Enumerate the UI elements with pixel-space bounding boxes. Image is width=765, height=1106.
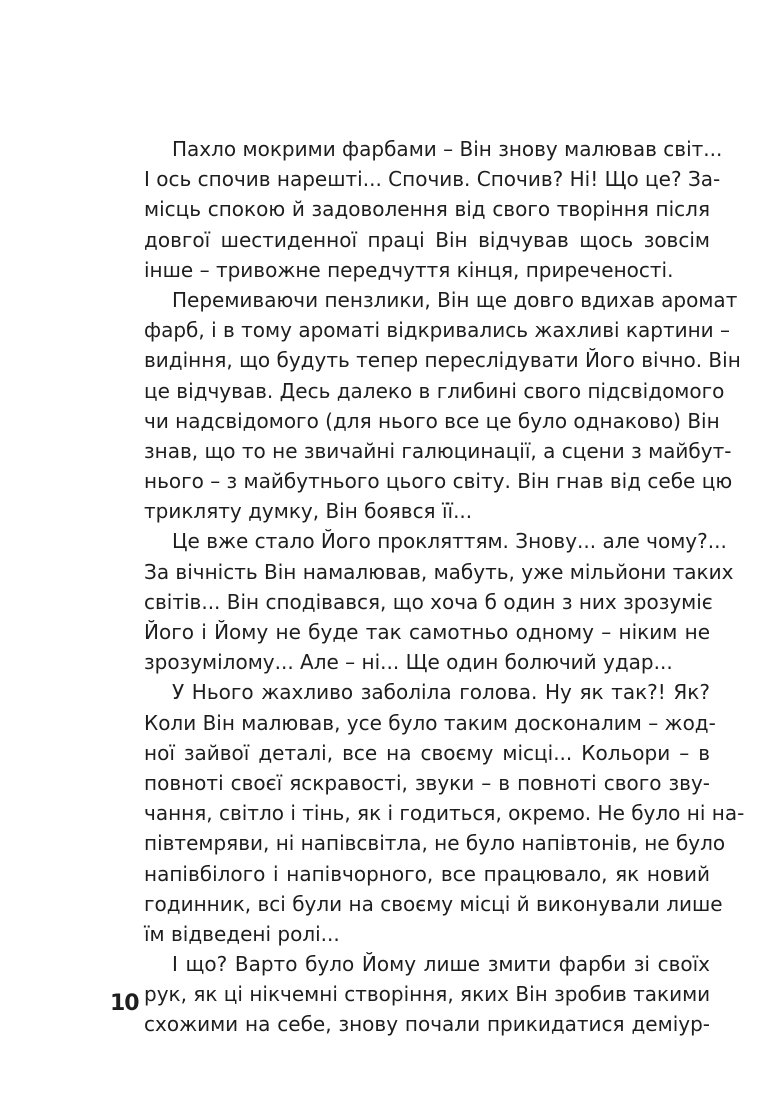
text-line: рук, як ці нікчемні створіння, яких Він зробив такими <box>144 982 711 1007</box>
text-line: це відчував. Десь далеко в глибині свого підсвідомого <box>144 378 725 403</box>
text-line: Перемиваючи пензлики, Він ще довго вдихав аромат <box>172 287 738 312</box>
text-line: І ось спочив нарешті... Спочив. Спочив? Ні! Що це? За- <box>144 167 721 192</box>
text-line: Коли Він малював, усе було таким досконалим – жод- <box>144 710 716 735</box>
text-line: півтемряви, ні напівсвітла, не було напівтонів, не було <box>144 831 726 856</box>
text-line: місць спокою й задоволення від свого творіння після <box>144 197 710 222</box>
text-line: нього – з майбутнього цього світу. Він гнав від себе цю <box>144 469 733 494</box>
text-line: Пахло мокрими фарбами – Він знову малював світ... <box>172 137 723 161</box>
text-line: їм відведені ролі... <box>144 921 340 946</box>
text-line: довгої шестиденної праці Він відчував щось зовсім <box>144 227 710 252</box>
text-line: схожими на себе, знову почали прикидатися деміур- <box>144 1012 710 1037</box>
text-line: фарб, і в тому ароматі відкривались жахливі картини – <box>144 318 731 343</box>
text-line: знав, що то не звичайні галюцинації, а сцени з майбут- <box>144 438 732 463</box>
text-line: чи надсвідомого (для нього все це було однаково) Він <box>144 408 720 433</box>
text-line: У Нього жахливо заболіла голова. Ну як так?! Як? <box>172 680 710 705</box>
text-line: годинник, всі були на своєму місці й виконували лише <box>144 891 723 916</box>
text-line: ної зайвої деталі, все на своєму місці... Кольори – в <box>144 740 710 765</box>
text-line: повноті своєї яскравості, звуки – в повноті свого зву- <box>144 770 710 795</box>
text-line: За вічність Він намалював, мабуть, уже мільйони таких <box>144 559 734 584</box>
text-line: напівбілого і напівчорного, все працювало, як новий <box>144 861 710 886</box>
body-text <box>144 134 745 1040</box>
page-number: 10 <box>110 991 139 1016</box>
text-line: інше – тривожне передчуття кінця, приреченості. <box>144 257 674 282</box>
text-line: світів... Він сподівався, що хоча б один з них зрозуміє <box>144 589 713 614</box>
text-line: І що? Варто було Йому лише змити фарби зі своїх <box>172 952 710 977</box>
text-line: зрозумілому... Але – ні... Ще один болючий удар... <box>144 650 673 675</box>
text-line: трикляту думку, Він боявся її... <box>144 499 473 524</box>
text-line: Його і Йому не буде так самотньо одному – ніким не <box>144 620 710 644</box>
text-line: чання, світло і тінь, як і годиться, окремо. Не було ні на- <box>144 801 745 826</box>
text-line: видіння, що будуть тепер переслідувати Його вічно. Він <box>144 348 741 373</box>
text-line: Це вже стало Його прокляттям. Знову... але чому?... <box>172 529 727 554</box>
